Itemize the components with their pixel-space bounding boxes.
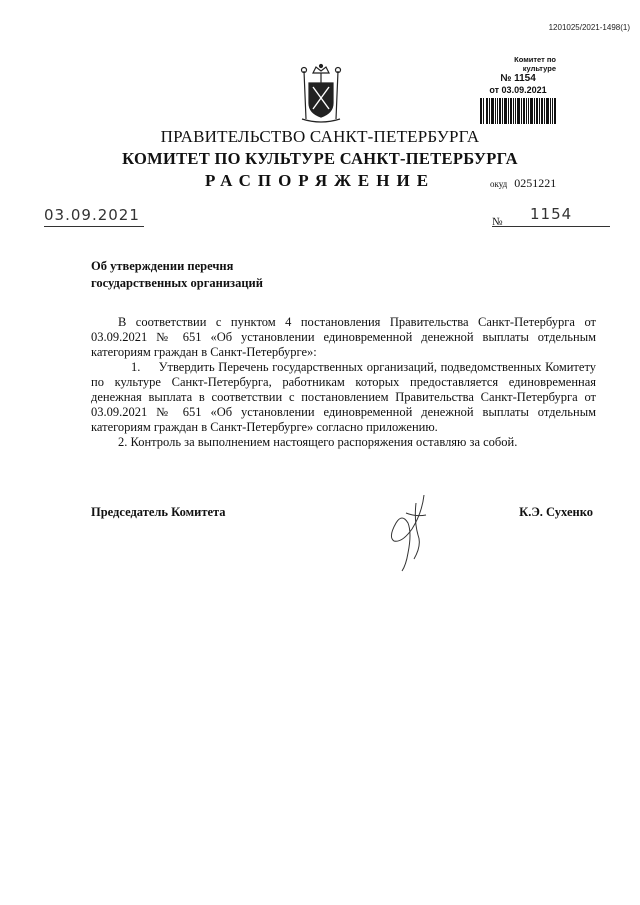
order-date-handwritten: 03.09.2021 [44,206,140,224]
registration-number: 1201025/2021-1498(1) [548,23,630,32]
item-1-paragraph: 1. Утвердить Перечень государственных организаций, подведомственных Комитету по культуре Санкт-Петербурга, работникам которых предоставляется единовременная денежная выплата в соответствии с постановлением Правительства Санкт-Петербурга от 03.09.2021 № 651 «Об установлении единовременной денежной выплаты отдельным категориям граждан в Санкт-Петербурге» согласно приложению. [91,360,596,434]
date-underline [44,226,144,227]
stamp-committee: Комитет по культуре [514,55,556,73]
okud-value: 0251221 [514,176,557,190]
coat-of-arms-emblem [296,63,346,125]
item-2-paragraph: 2. Контроль за выполнением настоящего распоряжения оставляю за собой. [118,435,518,449]
stamp-number: № 1154 [500,73,536,84]
handwritten-signature [382,493,452,573]
subject-line-2: государственных организаций [91,276,263,290]
okud-code [490,176,556,191]
signatory-position: Председатель Комитета [91,505,226,519]
order-number-handwritten: 1154 [530,205,573,223]
barcode [480,98,556,124]
document-body [91,315,596,450]
document-type-title: РАСПОРЯЖЕНИЕ [204,171,436,190]
number-sign: № [492,216,503,228]
government-title: ПРАВИТЕЛЬСТВО САНКТ-ПЕТЕРБУРГА [160,127,480,146]
committee-title: КОМИТЕТ ПО КУЛЬТУРЕ САНКТ-ПЕТЕРБУРГА [122,149,518,168]
number-underline [492,226,610,227]
signatory-name: К.Э. Сухенко [519,505,593,519]
document-subject [91,258,331,292]
registration-stamp [480,55,556,124]
intro-paragraph: В соответствии с пунктом 4 постановления Правительства Санкт-Петербурга от 03.09.2021 № 651 «Об установлении единовременной денежной выплаты отдельным категориям граждан в Санкт-Петербурге»: [91,315,596,359]
okud-label: окуд [490,179,508,189]
stamp-date: от 03.09.2021 [489,85,547,95]
subject-line-1: Об утверждении перечня [91,259,234,273]
